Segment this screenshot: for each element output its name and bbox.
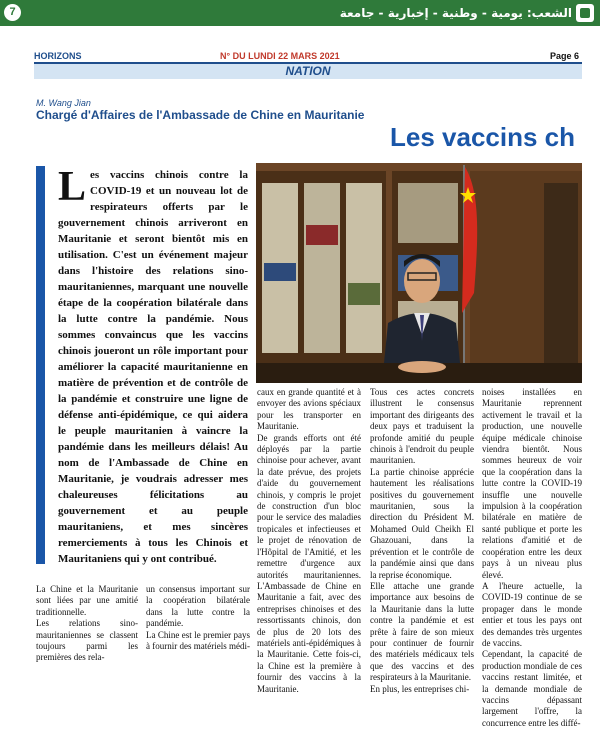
person-face <box>404 259 440 303</box>
paragraph: A l'heure actuelle, la COVID-19 continue de se propager dans le monde entier et tous les pays ont des demandes très urgentes de vaccins. <box>482 580 582 648</box>
lead-accent-bar <box>36 166 45 564</box>
paragraph: Cependant, la capacité de production mondiale de ces vaccins restant limitée, et la demande mondiale de vaccins dépassant largement l'offre, la concurrence entre les diffé- <box>482 649 582 728</box>
section-label: HORIZONS <box>34 51 82 61</box>
body-column-bottom-1 <box>36 584 138 664</box>
author-role: Chargé d'Affaires de l'Ambassade de Chine en Mauritanie <box>36 108 365 122</box>
paragraph: Elle attache une grande importance aux besoins de la Mauritanie dans la lutte contre la pandémie et est prête à faire de son mieux pour continuer de fournir des matériels médicaux tels que des vaccins et des respirateurs à la Mauritanie. <box>370 580 474 683</box>
page-number-badge: 7 <box>4 4 21 21</box>
section-band-title: NATION <box>285 64 331 78</box>
paragraph: La Chine est le premier pays à fournir des matériels médi- <box>146 629 250 652</box>
paragraph: noises installées en Mauritanie reprennent activement le travail et la production, une nouvelle équipe médicale chinoise viendra bientôt. Nous sommes heureux de voir que la coopération dans la lutte contre la COVID-19 insuffle une nouvelle impulsion à la coopération bilatérale en matière de santé publique et porte les relations d'amitié et de coopération entre les deux pays à un niveau plus élevé. <box>482 387 582 580</box>
person-hands <box>398 361 446 373</box>
paragraph: un consensus important sur la coopération bilatérale dans la lutte contre la pandémie. <box>146 584 250 629</box>
drop-cap: L <box>58 164 87 210</box>
paragraph: De grands efforts ont été déployés par la partie chinoise pour achever, avant la date prévue, des projets d'aide du gouvernement chinois, y compris le projet de construction d'un bloc pour le service des maladies tropicales et infectieuses et le projet de rénovation de l'Hôpital de l'Amitié, et les remettre d'urgence aux autorités mauritaniennes. L'Ambassade de Chine en Mauritanie a fait, avec des entreprises chinoises et des ressortissants chinois, don de plus de 20 lots des matériels anti-épidémiques à la Mauritanie. Cette fois-ci, la Chine est la première à fournir des vaccins à la Mauritanie. <box>257 432 361 694</box>
body-column-bottom-2 <box>146 584 250 652</box>
paragraph: Tous ces actes concrets illustrent le consensus important des dirigeants des deux pays et traduisent la profonde amitié du peuple chinois à l'endroit du peuple mauritanien. <box>370 387 474 466</box>
books <box>348 283 380 305</box>
masthead-bar <box>0 0 600 26</box>
body-column-2 <box>370 387 474 695</box>
paragraph: La Chine et la Mauritanie sont liées par une amitié traditionnelle. <box>36 584 138 617</box>
paragraph: La partie chinoise apprécie hautement les réalisations positives du gouvernement mauritanien, sous la direction du Président M. Mohamed Ould Cheikh El Ghazouani, dans la prévention et le contrôle de la pandémie ainsi que dans la reprise économique. <box>370 466 474 580</box>
photo-illustration <box>256 163 582 383</box>
issue-date: N° DU LUNDI 22 MARS 2021 <box>220 51 340 61</box>
paragraph: En plus, les entreprises chi- <box>370 683 470 694</box>
article-headline: Les vaccins ch <box>390 122 575 152</box>
paragraph: Les relations sino-mauritaniennes se classent toujours parmi les premières des rela- <box>36 618 138 663</box>
page-label: Page 6 <box>550 51 580 61</box>
article-photo <box>256 163 582 383</box>
newspaper-logo-icon <box>576 4 594 22</box>
section-band <box>34 64 582 79</box>
shelf-window <box>304 183 340 353</box>
paragraph: caux en grande quantité et à envoyer des avions spéciaux pour les transporter en Mauritanie. <box>257 387 361 432</box>
shelf-window <box>398 183 458 243</box>
arabic-masthead-title: الشعب: يومية - وطنية - إخبارية - جامعة <box>339 6 572 20</box>
body-column-3 <box>482 387 582 729</box>
door <box>544 183 578 373</box>
body-column-1 <box>257 387 361 695</box>
shelf-window <box>346 183 382 353</box>
books <box>264 263 296 281</box>
author-name: M. Wang Jian <box>36 98 91 108</box>
lead-text: es vaccins chinois contre la COVID-19 et un nouveau lot de respirateurs offerts par le gouvernement chinois arriveront en Mauritanie et seront bientôt mis en utilisation. C'est un événement majeur dans l'histoire des relations sino-mauritaniennes, marquant une nouvelle étape de la coopération bilatérale dans la lutte contre la pandémie. Nous sommes convaincus que les vaccins chinois joueront un rôle important pour améliorer la capacité mauritanienne en matière de prévention et de contrôle de la pandémie et construire une ligne de défense anti-épidémique, ce qui aidera le peuple mauritanien à vaincre la pandémie dans les meilleurs délais! Au nom de l'Ambassade de Chine en Mauritanie, je voudrais adresser mes chaleureuses félicitations au gouvernement et au peuple mauritaniens, et mes sincères remerciements à tous les Chinois et Mauritaniens qui y ont contribué. <box>58 169 248 565</box>
lead-paragraph <box>58 164 248 567</box>
books <box>306 225 338 245</box>
